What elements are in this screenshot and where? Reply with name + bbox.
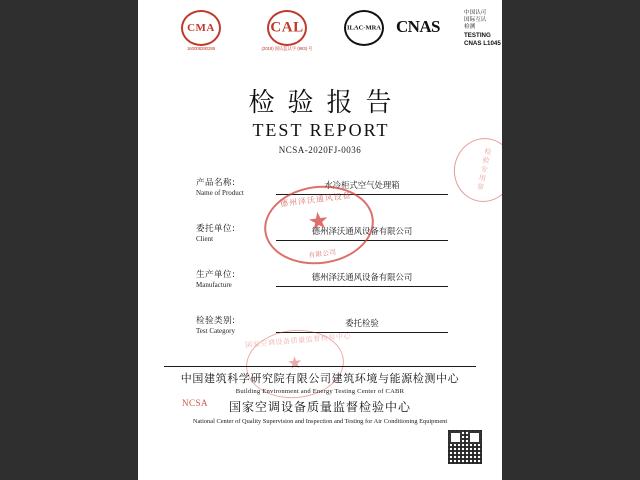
qr-code-icon (448, 430, 482, 464)
cma-caption: 160008280285 (186, 46, 216, 51)
field-label-en: Manufacture (196, 281, 232, 289)
field-value-test-category: 委托检验 (276, 316, 448, 333)
cnas-line-3: 检测 (464, 24, 476, 31)
field-label-en: Client (196, 235, 214, 243)
field-label (196, 178, 274, 198)
field-value-product-name: 水冷柜式空气处理箱 (276, 178, 448, 195)
report-number: NCSA-2020FJ-0036 (278, 145, 362, 155)
seal-star-icon: ★ (306, 206, 331, 237)
field-label (196, 270, 274, 290)
certification-cma (168, 10, 234, 52)
certification-mark-row (168, 10, 501, 60)
field-value-manufacturer: 德州泽沃通风设备有限公司 (276, 270, 448, 287)
field-label-en: Name of Product (196, 189, 244, 197)
field-label-en: Test Category (196, 327, 235, 335)
inspection-seal-text: 检验专用章 (476, 147, 493, 192)
field-label (196, 316, 274, 336)
cal-ring-icon: CAL (267, 10, 307, 46)
seal-bottom-text: 有限公司 (308, 248, 337, 260)
page-title-english: TEST REPORT (252, 120, 390, 140)
ilac-mra-ring-icon: ILAC-MRA (344, 10, 384, 46)
footer-org1-en: Building Environment and Energy Testing Center of CABR (235, 388, 405, 395)
field-row (196, 178, 448, 224)
ncsa-badge: NCSA (182, 398, 209, 408)
seal-top-text: 德州泽沃通风设备 (279, 190, 353, 209)
footer-org1-zh: 中国建筑科学研究院有限公司建筑环境与能源检测中心 (180, 372, 460, 385)
footer-divider (164, 366, 476, 367)
field-row (196, 316, 448, 362)
cma-ring-icon: CMA (181, 10, 221, 46)
field-label (196, 224, 274, 244)
page-title: 检验报告 (248, 88, 405, 118)
cal-caption: (2018) 国认监认字 (983) 号 (261, 46, 313, 51)
report-field-list (196, 178, 448, 362)
footer-org2-en: National Center of Quality Supervision and Inspection and Testing for Air Conditioning Equipment (192, 418, 448, 425)
center-seal-text: 国家空调设备质量监督检验中心 (244, 332, 352, 350)
cnas-caption-lines (464, 10, 501, 48)
cnas-line-5: CNAS L1045 (464, 39, 501, 47)
field-row (196, 224, 448, 270)
cnas-line-2: 国际互认 (464, 17, 487, 24)
field-value-client: 德州泽沃通风设备有限公司 (276, 224, 448, 241)
report-page (138, 0, 502, 480)
field-label-zh: 产品名称: (196, 178, 236, 188)
inspection-seal-stamp (448, 132, 502, 207)
field-label-zh: 委托单位: (196, 224, 236, 234)
footer-org2-zh: 国家空调设备质量监督检验中心 (228, 400, 411, 414)
cnas-line-4: TESTING (464, 31, 491, 39)
certification-cal (244, 10, 330, 52)
field-label-zh: 检验类别: (196, 316, 236, 326)
field-row (196, 270, 448, 316)
center-seal-star-icon: ★ (286, 352, 304, 373)
cnas-line-1: 中国认可 (464, 10, 487, 16)
certification-ilac (340, 10, 388, 46)
field-label-zh: 生产单位: (196, 270, 236, 280)
cnas-wordmark-icon: CNAS (396, 17, 440, 36)
